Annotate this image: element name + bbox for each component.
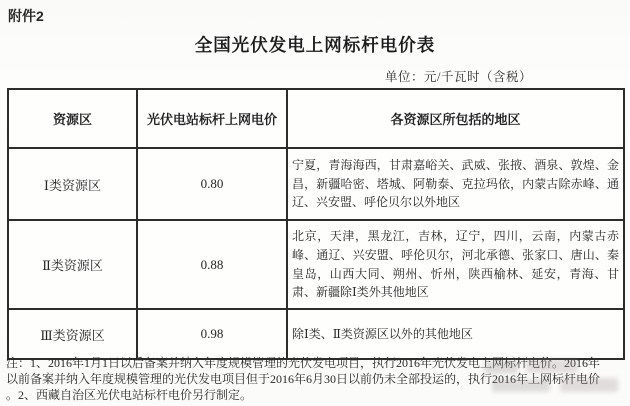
header-resource-zone: 资源区 bbox=[8, 89, 137, 148]
header-benchmark-price: 光伏电站标杆上网电价 bbox=[137, 89, 287, 148]
table-row bbox=[8, 309, 624, 359]
zone-1-price: 0.80 bbox=[137, 148, 287, 220]
footnote-line: 以前备案并纳入年度规模管理的光伏发电项目但于2016年6月30日以前仍未全部投运的，执行2016年上网标杆电价 bbox=[6, 372, 601, 387]
attachment-label: 附件2 bbox=[8, 8, 44, 24]
page-title: 全国光伏发电上网标杆电价表 bbox=[194, 35, 436, 55]
footnotes bbox=[6, 355, 628, 404]
zone-3-label: Ⅲ类资源区 bbox=[8, 309, 137, 359]
table-row bbox=[8, 220, 624, 309]
zone-2-price: 0.88 bbox=[137, 220, 287, 309]
unit-label: 单位：元/千瓦时（含税） bbox=[385, 70, 532, 84]
footnote-line: 。2、西藏自治区光伏电站标杆电价另行制定。 bbox=[6, 388, 253, 403]
zone-1-regions: 宁夏，青海海西，甘肃嘉峪关、武威、张掖、酒泉、敦煌、金昌，新疆哈密、塔城、阿勒泰、克拉玛依，内蒙古除赤峰、通辽、兴安盟、呼伦贝尔以外地区 bbox=[287, 148, 624, 220]
zone-3-price: 0.98 bbox=[137, 309, 287, 359]
table-row bbox=[8, 148, 624, 220]
zone-2-regions: 北京，天津，黑龙江，吉林，辽宁，四川，云南，内蒙古赤峰、通辽、兴安盟、呼伦贝尔，河北承德、张家口、唐山、秦皇岛，山西大同、朔州、忻州，陕西榆林、延安，青海、甘肃、新疆除Ⅰ类外其他地区 bbox=[287, 220, 624, 309]
zone-3-regions: 除Ⅰ类、Ⅱ类资源区以外的其他地区 bbox=[287, 309, 624, 359]
table-header-row bbox=[8, 89, 624, 148]
header-included-regions: 各资源区所包括的地区 bbox=[287, 89, 624, 148]
footnote-line: 注：1、2016年1月1日以后备案并纳入年度规模管理的光伏发电项目，执行2016年光伏发电上网标杆电价。2016年 bbox=[6, 356, 601, 370]
zone-2-label: Ⅱ类资源区 bbox=[8, 220, 137, 309]
zone-1-label: Ⅰ类资源区 bbox=[8, 148, 137, 220]
tariff-table bbox=[7, 88, 625, 360]
